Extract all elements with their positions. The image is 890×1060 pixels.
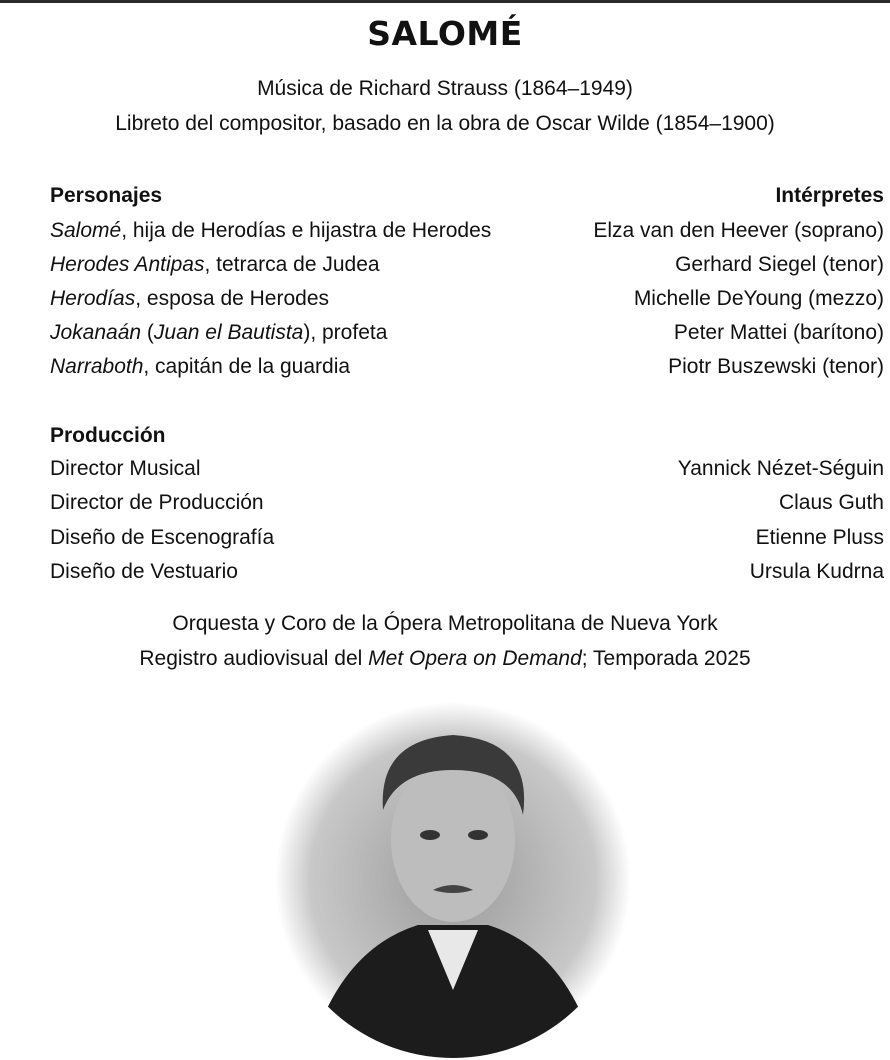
production-person: Yannick Nézet-Séguin	[677, 457, 884, 480]
character-name: Salomé	[50, 219, 122, 242]
performer-name: Elza van den Heever (soprano)	[593, 219, 884, 242]
character-description	[50, 219, 491, 249]
production-person: Ursula Kudrna	[749, 559, 884, 583]
character-name: Narraboth	[50, 355, 144, 378]
production-heading: Producción	[50, 424, 166, 447]
character-description	[50, 355, 350, 385]
recording-season: ; Temporada 2025	[581, 647, 751, 670]
cast-row	[50, 287, 884, 317]
cast-row	[50, 355, 884, 385]
libretto-line: Libreto del compositor, basado en la obra de Oscar Wilde (1854–1900)	[115, 112, 775, 135]
performer-name: Peter Mattei (barítono)	[673, 321, 884, 344]
characters-heading: Personajes	[50, 184, 163, 207]
performer-name: Michelle DeYoung (mezzo)	[633, 287, 884, 310]
production-row	[50, 457, 884, 487]
character-name: Herodes Antipas	[50, 253, 205, 276]
performer-name: Gerhard Siegel (tenor)	[675, 253, 884, 276]
production-row	[50, 526, 884, 556]
character-description	[50, 287, 329, 317]
character-note: , esposa de Herodes	[135, 287, 330, 310]
top-border	[0, 0, 890, 3]
production-role: Diseño de Vestuario	[50, 559, 238, 583]
character-name: Herodías	[50, 287, 136, 310]
character-description	[50, 321, 387, 351]
production-role: Diseño de Escenografía	[50, 525, 275, 549]
production-row	[50, 560, 884, 590]
character-note: , hija de Herodías e hijastra de Herodes	[121, 219, 492, 242]
production-person: Etienne Pluss	[755, 525, 884, 549]
character-description	[50, 253, 380, 283]
character-note: (	[141, 321, 154, 344]
production-person: Claus Guth	[778, 491, 884, 515]
orchestra-line: Orquesta y Coro de la Ópera Metropolitana de Nueva York	[172, 612, 718, 635]
production-header	[50, 424, 884, 454]
production-row	[50, 491, 884, 521]
character-note: ), profeta	[303, 321, 388, 344]
production-role: Director Musical	[50, 457, 201, 480]
recording-source: Met Opera on Demand	[368, 647, 582, 670]
cast-row	[50, 253, 884, 283]
cast-row	[50, 219, 884, 249]
page-title: SALOMÉ	[367, 14, 523, 53]
cast-row	[50, 321, 884, 351]
recording-line	[0, 647, 890, 671]
production-role: Director de Producción	[50, 491, 264, 515]
character-note: , tetrarca de Judea	[204, 253, 380, 276]
composer-line: Música de Richard Strauss (1864–1949)	[257, 77, 633, 100]
performer-name: Piotr Buszewski (tenor)	[668, 355, 884, 378]
composer-portrait-icon	[268, 700, 638, 1060]
performers-heading: Intérpretes	[775, 184, 884, 207]
character-name: Juan el Bautista	[153, 321, 304, 344]
character-name: Jokanaán	[50, 321, 142, 344]
character-note: , capitán de la guardia	[143, 355, 351, 378]
recording-prefix: Registro audiovisual del	[139, 647, 369, 670]
cast-header	[50, 184, 884, 214]
